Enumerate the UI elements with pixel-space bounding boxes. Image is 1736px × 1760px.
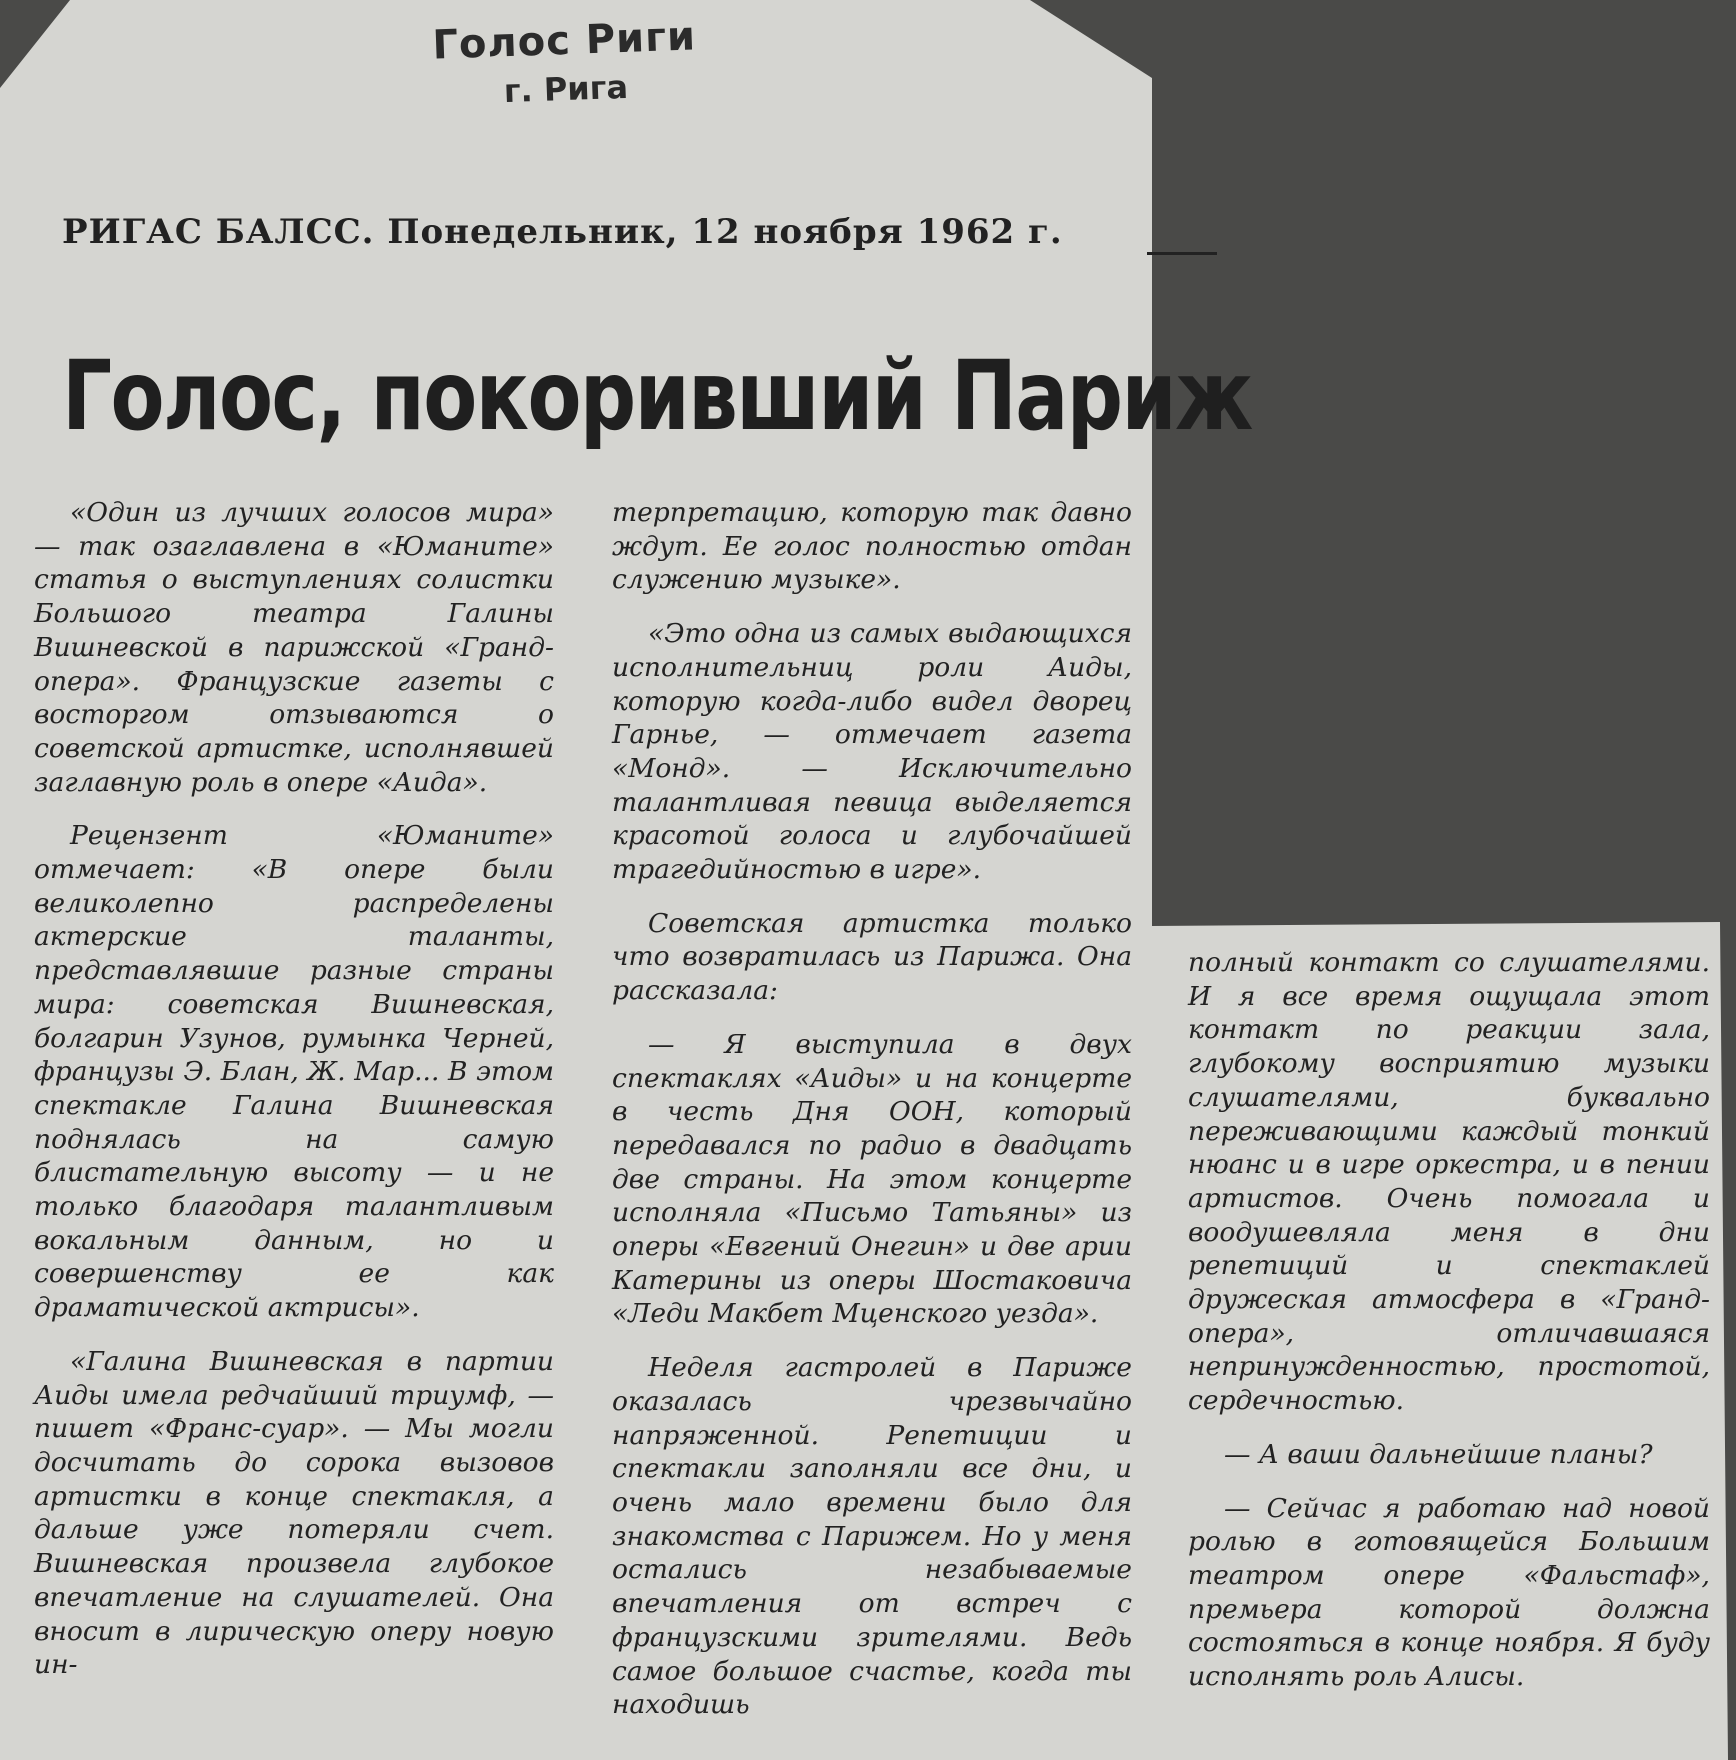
newspaper-dateline [62,212,1152,252]
paragraph: полный контакт со слушателями. И я все время ощущала этот контакт по реакции зала, глубокому восприятию музыки слушателями, буквально переживающими каждый тонкий нюанс и в игре оркестра, и в пении артистов. Очень помогала и воодушевляла меня в дни репетиций и спектаклей дружеская атмосфера в «Гранд-опера», отличавшаяся непринужденностью, простотой, сердечностью. [1188,947,1710,1417]
dateline-text: РИГАС БАЛСС. Понедельник, 12 ноября 1962 г. [62,212,1063,252]
paragraph: «Галина Вишневская в партии Аиды имела редчайший триумф, — пишет «Франс-суар». — Мы могли досчитать до сорока вызовов артистки в конце спектакля, а дальше уже потеряли счет. Вишневская произвела глубокое впечатление на слушателей. Она вносит в лирическую оперу новую ин- [34,1345,554,1681]
stamp-line-2: г. Рига [503,67,629,111]
paragraph: терпретацию, которую так давно ждут. Ее голос полностью отдан служению музыке». [612,497,1132,596]
stamp-line-1: Голос Риги [431,13,697,69]
headline: Голос, покоривший Париж [62,340,1252,452]
ink-stamp [399,12,732,113]
article-column-2 [612,496,1132,1742]
paragraph: «Один из лучших голосов мира» — так озаглавлена в «Юманите» статья о выступлениях солистки Большого театра Галины Вишневской в парижской «Гранд-опера». Французские газеты с восторгом отзываются о советской артистке, исполнявшей заглавную роль в опере «Аида». [34,497,554,798]
paragraph: «Это одна из самых выдающихся исполнительниц роли Аиды, которую когда-либо видел дворец Гарнье, — отмечает газета «Монд». — Исключительно талантливая певица выделяется красотой голоса и глубочайшей трагедийностью в игре». [612,618,1132,886]
paragraph: — Я выступила в двух спектаклях «Аиды» и на концерте в честь Дня ООН, который передавался по радио в двадцать две страны. На этом концерте исполняла «Письмо Татьяны» из оперы «Евгений Онегин» и две арии Катерины из оперы Шостаковича «Леди Макбет Мценского уезда». [612,1028,1132,1330]
paragraph: Советская артистка только что возвратилась из Парижа. Она рассказала: [612,907,1132,1007]
paragraph: — А ваши дальнейшие планы? [1224,1438,1653,1470]
paragraph: Рецензент «Юманите» отмечает: «В опере были великолепно распределены актерские таланты, представлявшие разные страны мира: советская Вишневская, болгарин Узунов, румынка Черней, французы Э. Блан, Ж. Мар... В этом спектакле Галина Вишневская поднялась на самую блистательную высоту — и не только благодаря талантливым вокальным данным, но и совершенству ее как драматической актрисы». [34,820,554,1324]
paragraph: Неделя гастролей в Париже оказалась чрезвычайно напряженной. Репетиции и спектакли заполняли все дни, и очень мало времени было для знакомства с Парижем. Но у меня остались незабываемые впечатления от встреч с французскими зрителями. Ведь самое большое счастье, когда ты находишь [612,1352,1132,1721]
dateline-rule [1147,252,1217,255]
paragraph: — Сейчас я работаю над новой ролью в готовящейся Большим театром опере «Фальстаф», премьера которой должна состояться в конце ноября. Я буду исполнять роль Алисы. [1188,1492,1710,1693]
article-column-3 [1188,946,1710,1714]
article-column-1 [34,496,554,1702]
